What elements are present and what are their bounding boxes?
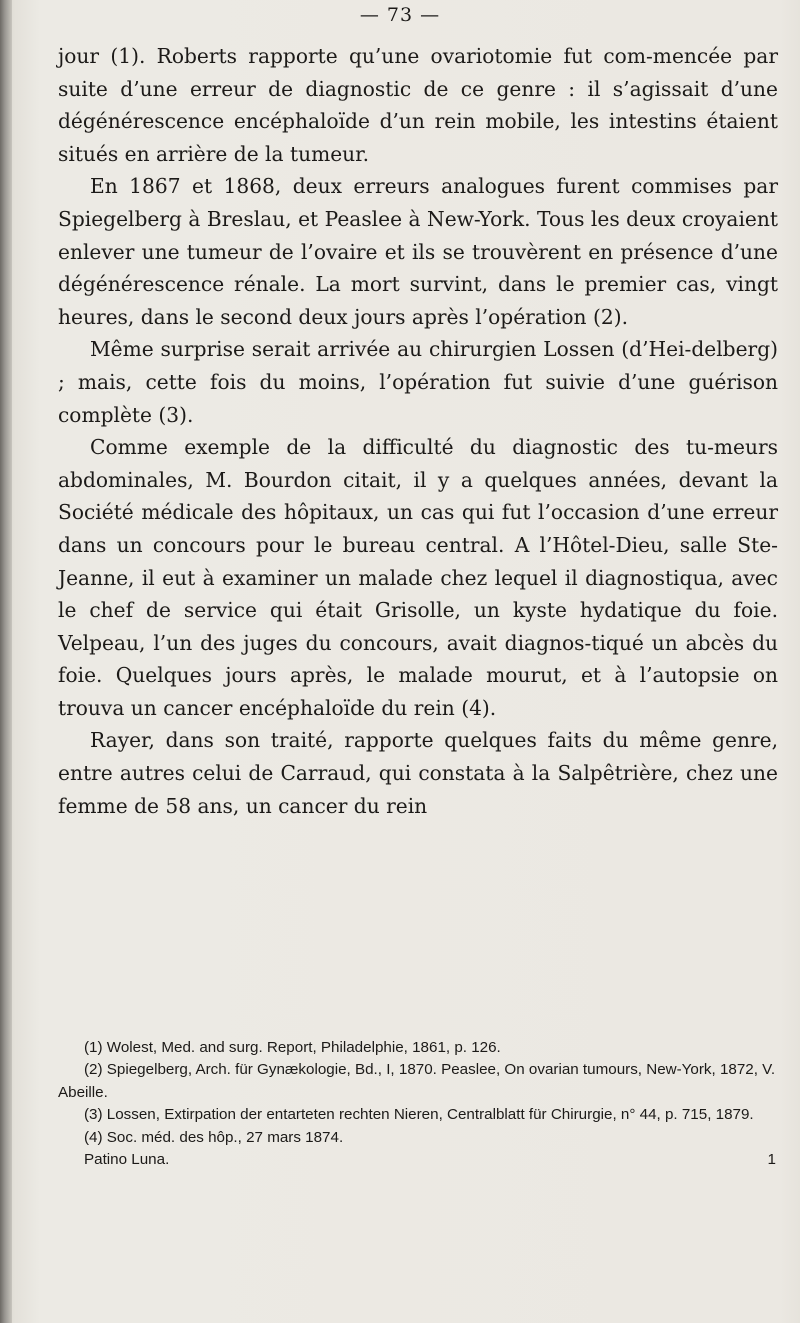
paragraph: Rayer, dans son traité, rapporte quelques faits du même genre, entre autres celui de Carraud, qui constata à la Salpêtrière, chez une femme de 58 ans, un cancer du rein — [58, 728, 778, 818]
sheet-number: 1 — [767, 1151, 776, 1169]
page-number: — 73 — — [359, 4, 441, 26]
footnote: (4) Soc. méd. des hôp., 27 mars 1874. — [84, 1128, 344, 1146]
footnote: (3) Lossen, Extirpation der entarteten rechten Nieren, Centralblatt für Chirurgie, n° 44, p. 715, 1879. — [84, 1106, 754, 1124]
signature: Patino Luna. — [84, 1151, 170, 1169]
signature-line — [58, 1149, 780, 1171]
paragraph: jour (1). Roberts rapporte qu’une ovariotomie fut com-mencée par suite d’une erreur de diagnostic de ce genre : il s’agissait d’une dégénérescence encéphaloïde d’un rein mobile, les intestins étaient situés en arrière de la tumeur. — [58, 44, 778, 166]
main-text — [58, 40, 778, 822]
page-gutter-shadow — [0, 0, 12, 1323]
footnotes — [58, 1037, 780, 1171]
footnote: (2) Spiegelberg, Arch. für Gynækologie, Bd., I, 1870. Peaslee, On ovarian tumours, New-York, 1872, V. Abeille. — [58, 1061, 776, 1101]
footnote: (1) Wolest, Med. and surg. Report, Philadelphie, 1861, p. 126. — [84, 1039, 501, 1056]
paragraph: En 1867 et 1868, deux erreurs analogues furent commises par Spiegelberg à Breslau, et Peaslee à New-York. Tous les deux croyaient enlever une tumeur de l’ovaire et ils se trouvèrent en présence d’une dégénérescence rénale. La mort survint, dans le premier cas, vingt heures, dans le second deux jours après l’opération (2). — [58, 174, 778, 329]
paragraph: Comme exemple de la difficulté du diagnostic des tu-meurs abdominales, M. Bourdon citait, il y a quelques années, devant la Société médicale des hôpitaux, un cas qui fut l’occasion d’une erreur dans un concours pour le bureau central. A l’Hôtel-Dieu, salle Ste-Jeanne, il eut à examiner un malade chez lequel il diagnostiqua, avec le chef de service qui était Grisolle, un kyste hydatique du foie. Velpeau, l’un des juges du concours, avait diagnos-tiqué un abcès du foie. Quelques jours après, le malade mourut, et à l’autopsie on trouva un cancer encéphaloïde du rein (4). — [58, 435, 778, 720]
paragraph: Même surprise serait arrivée au chirurgien Lossen (d’Hei-delberg) ; mais, cette fois du moins, l’opération fut suivie d’une guérison complète (3). — [58, 337, 778, 427]
